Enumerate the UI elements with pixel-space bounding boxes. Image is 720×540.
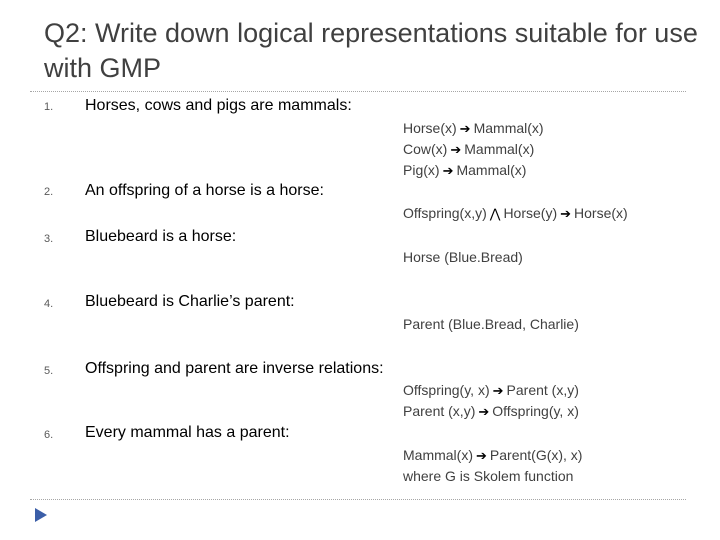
item-text-2: An offspring of a horse is a horse: — [85, 182, 324, 199]
answer-2 — [403, 203, 628, 224]
answer-2-line-1: Offspring(x,y) ⋀ Horse(y) ➔ Horse(x) — [403, 203, 628, 224]
title-divider — [30, 91, 686, 92]
next-slide-icon[interactable] — [35, 508, 47, 522]
item-number-3: 3. — [44, 233, 54, 245]
answer-6-line-2: where G is Skolem function — [403, 468, 574, 484]
right-arrow-icon: ➔ — [450, 142, 462, 157]
answer-1 — [403, 118, 544, 181]
answer-6-line-1: Mammal(x) ➔ Parent(G(x), x) — [403, 445, 582, 466]
item-text-3: Bluebeard is a horse: — [85, 228, 237, 245]
right-arrow-icon: ➔ — [476, 448, 487, 463]
answer-4-line-1: Parent (Blue.Bread, Charlie) — [403, 316, 579, 332]
footer-divider — [30, 499, 686, 500]
answer-6 — [403, 445, 582, 486]
right-arrow-icon: ➔ — [492, 383, 504, 398]
item-number-6: 6. — [44, 429, 54, 441]
item-text-4: Bluebeard is Charlie’s parent: — [85, 293, 295, 310]
answer-3 — [403, 247, 523, 267]
slide-title: Q2: Write down logical representations suitable for use with GMP — [44, 18, 698, 83]
answer-3-line-1: Horse (Blue.Bread) — [403, 249, 523, 265]
right-arrow-icon: ➔ — [459, 121, 471, 136]
item-number-5: 5. — [44, 365, 54, 377]
right-arrow-icon: ➔ — [560, 206, 572, 221]
answer-1-line-3: Pig(x) ➔ Mammal(x) — [403, 160, 544, 181]
item-number-2: 2. — [44, 186, 54, 198]
item-text-1: Horses, cows and pigs are mammals: — [85, 97, 352, 114]
item-number-1: 1. — [44, 101, 54, 113]
answer-5 — [403, 380, 579, 422]
answer-4 — [403, 314, 579, 334]
item-text-6: Every mammal has a parent: — [85, 424, 290, 441]
answer-1-line-1: Horse(x) ➔ Mammal(x) — [403, 118, 544, 139]
answer-5-line-1: Offspring(y, x) ➔ Parent (x,y) — [403, 380, 579, 401]
item-text-5: Offspring and parent are inverse relations: — [85, 360, 384, 377]
item-number-4: 4. — [44, 298, 54, 310]
logical-and-icon: ⋀ — [489, 206, 501, 221]
right-arrow-icon: ➔ — [478, 404, 490, 419]
answer-1-line-2: Cow(x) ➔ Mammal(x) — [403, 139, 544, 160]
answer-5-line-2: Parent (x,y) ➔ Offspring(y, x) — [403, 401, 579, 422]
right-arrow-icon: ➔ — [442, 163, 454, 178]
